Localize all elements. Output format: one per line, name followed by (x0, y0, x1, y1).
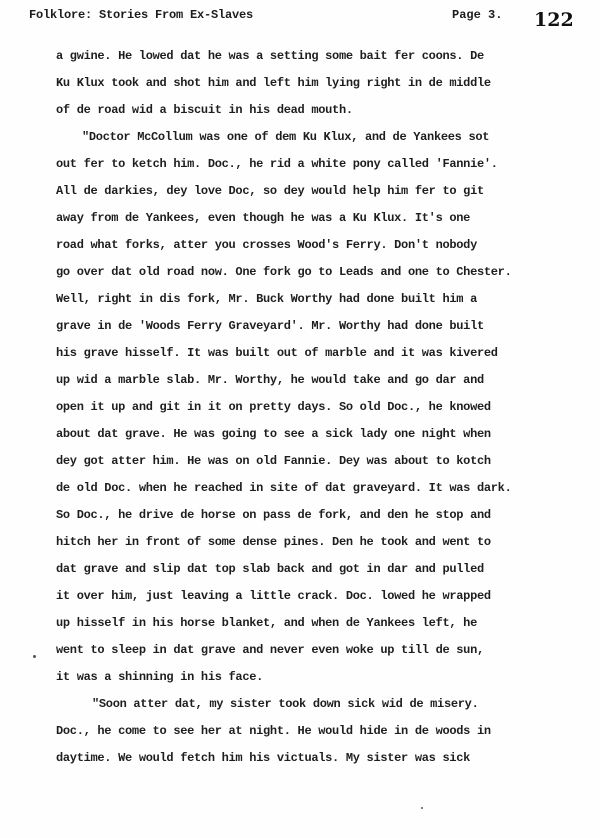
text-line: his grave hisself. It was built out of marble and it was kivered (56, 346, 498, 360)
margin-speck (421, 807, 423, 809)
text-line: it was a shinning in his face. (56, 670, 264, 684)
text-line: went to sleep in dat grave and never even woke up till de sun, (56, 643, 484, 657)
text-line: out fer to ketch him. Doc., he rid a white pony called 'Fannie'. (56, 157, 498, 171)
text-line: dey got atter him. He was on old Fannie. Dey was about to kotch (56, 454, 491, 468)
text-line: away from de Yankees, even though he was a Ku Klux. It's one (56, 211, 471, 225)
page-number-label: Page 3. (452, 8, 503, 22)
running-header-title: Folklore: Stories From Ex-Slaves (29, 8, 254, 22)
text-line: dat grave and slip dat top slab back and got in dar and pulled (56, 562, 484, 576)
margin-speck (33, 655, 36, 658)
text-line: of de road wid a biscuit in his dead mouth. (56, 103, 353, 117)
text-line: Ku Klux took and shot him and left him lying right in de middle (56, 76, 491, 90)
text-line: "Soon atter dat, my sister took down sick wid de misery. (92, 697, 479, 711)
text-line: up hisself in his horse blanket, and when de Yankees left, he (56, 616, 477, 630)
text-line: Well, right in dis fork, Mr. Buck Worthy had done built him a (56, 292, 477, 306)
text-line: "Doctor McCollum was one of dem Ku Klux, and de Yankees sot (82, 130, 490, 144)
text-line: All de darkies, dey love Doc, so dey would help him fer to git (56, 184, 484, 198)
text-line: up wid a marble slab. Mr. Worthy, he would take and go dar and (56, 373, 484, 387)
text-line: daytime. We would fetch him his victuals. My sister was sick (56, 751, 471, 765)
text-line: hitch her in front of some dense pines. Den he took and went to (56, 535, 491, 549)
text-line: de old Doc. when he reached in site of dat graveyard. It was dark. (56, 481, 512, 495)
text-line: So Doc., he drive de horse on pass de fork, and den he stop and (56, 508, 491, 522)
text-line: grave in de 'Woods Ferry Graveyard'. Mr. Worthy had done built (56, 319, 484, 333)
text-line: road what forks, atter you crosses Wood's Ferry. Don't nobody (56, 238, 477, 252)
text-line: it over him, just leaving a little crack. Doc. lowed he wrapped (56, 589, 491, 603)
text-line: Doc., he come to see her at night. He would hide in de woods in (56, 724, 491, 738)
text-line: about dat grave. He was going to see a sick lady one night when (56, 427, 491, 441)
text-line: go over dat old road now. One fork go to Leads and one to Chester. (56, 265, 512, 279)
folio-stamp-number: 122 (534, 9, 574, 31)
text-line: open it up and git in it on pretty days. So old Doc., he knowed (56, 400, 491, 414)
text-line: a gwine. He lowed dat he was a setting some bait fer coons. De (56, 49, 484, 63)
